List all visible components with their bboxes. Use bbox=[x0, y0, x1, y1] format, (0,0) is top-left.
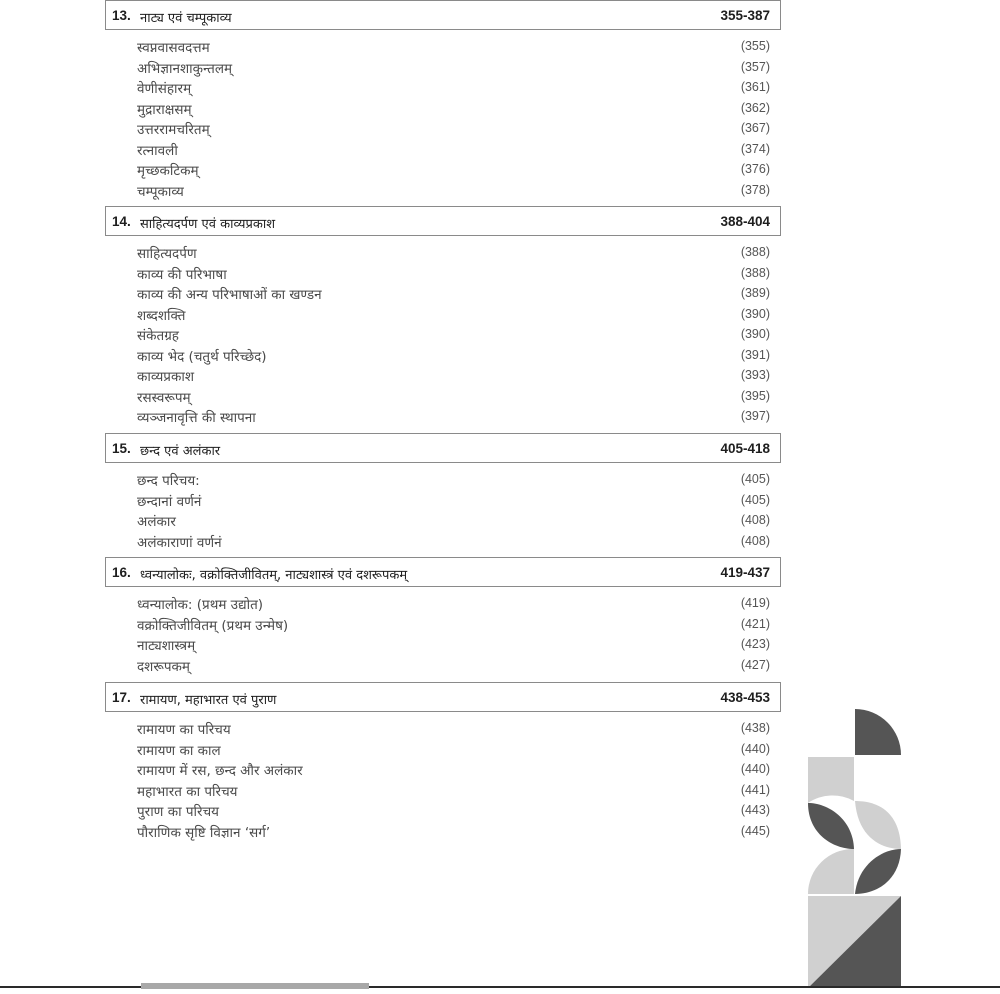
topic-entry bbox=[105, 759, 781, 780]
topic-title: छन्द परिचय: bbox=[137, 473, 200, 489]
chapter-heading bbox=[105, 557, 781, 587]
topic-entry bbox=[105, 800, 781, 821]
chapter-number: 14. bbox=[112, 214, 131, 229]
topic-entry bbox=[105, 614, 781, 635]
topic-page: (376) bbox=[740, 162, 770, 176]
chapter-page-range: 388-404 bbox=[720, 214, 770, 229]
topic-page: (405) bbox=[740, 472, 770, 486]
topic-entry bbox=[105, 139, 781, 160]
topic-title: रामायण में रस, छन्द और अलंकार bbox=[137, 763, 303, 779]
topic-page: (378) bbox=[740, 182, 770, 197]
chapter-section bbox=[105, 0, 781, 200]
topic-page: (441) bbox=[740, 782, 770, 797]
topic-entry bbox=[105, 655, 781, 676]
light-shape-top bbox=[808, 757, 854, 803]
topic-title: वेणीसंहारम् bbox=[137, 81, 192, 97]
topic-page: (374) bbox=[740, 141, 770, 156]
topic-entry bbox=[105, 263, 781, 284]
topic-entry bbox=[105, 57, 781, 78]
chapter-section bbox=[105, 433, 781, 551]
topic-page: (390) bbox=[740, 306, 770, 321]
topic-entry bbox=[105, 821, 781, 842]
chapter-page-range: 419-437 bbox=[720, 565, 770, 580]
light-leaf bbox=[855, 801, 901, 849]
topic-title: दशरूपकम् bbox=[137, 658, 190, 675]
topic-entry bbox=[105, 365, 781, 386]
topic-page: (388) bbox=[740, 245, 770, 259]
topic-title: महाभारत का परिचय bbox=[137, 783, 238, 800]
chapter-page-range: 438-453 bbox=[720, 690, 770, 705]
topic-entry bbox=[105, 718, 781, 739]
topic-title: पुराण का परिचय bbox=[137, 804, 219, 820]
topic-entry bbox=[105, 386, 781, 407]
dark-quarter-circle bbox=[855, 709, 901, 755]
chapter-section bbox=[105, 682, 781, 841]
topic-entry bbox=[105, 531, 781, 552]
topic-page: (391) bbox=[740, 347, 770, 362]
dark-leaf-left bbox=[808, 803, 854, 849]
chapter-page-range: 405-418 bbox=[720, 441, 770, 456]
topic-title: स्वप्नवासवदत्तम bbox=[137, 40, 210, 56]
topic-entry bbox=[105, 159, 781, 180]
topic-page: (440) bbox=[740, 741, 770, 756]
topic-entry bbox=[105, 780, 781, 801]
topic-title: संकेतग्रह bbox=[137, 328, 179, 344]
chapter-number: 15. bbox=[112, 441, 131, 456]
topic-page: (362) bbox=[740, 100, 770, 115]
chapter-title: छन्द एवं अलंकार bbox=[140, 444, 221, 459]
topic-list bbox=[105, 712, 781, 841]
chapter-heading bbox=[105, 0, 781, 30]
topic-page: (408) bbox=[740, 513, 770, 527]
topic-page: (389) bbox=[740, 286, 770, 300]
topic-page: (443) bbox=[740, 803, 770, 817]
topic-title: व्यञ्जनावृत्ति की स्थापना bbox=[137, 410, 256, 426]
topic-title: शब्दशक्ति bbox=[137, 307, 186, 324]
chapter-heading bbox=[105, 682, 781, 712]
topic-title: अभिज्ञानशाकुन्तलम् bbox=[137, 60, 233, 77]
topic-title: मृच्छकटिकम् bbox=[137, 163, 199, 179]
topic-title: अलंकाराणां वर्णनं bbox=[137, 534, 222, 551]
topic-list bbox=[105, 587, 781, 675]
decorative-geometric-art bbox=[808, 709, 901, 988]
topic-title: पौराणिक सृष्टि विज्ञान ‘सर्ग’ bbox=[137, 824, 271, 841]
topic-page: (438) bbox=[740, 721, 770, 735]
topic-title: साहित्यदर्पण bbox=[137, 246, 197, 262]
chapter-number: 16. bbox=[112, 565, 131, 580]
topic-page: (367) bbox=[740, 121, 770, 135]
topic-page: (395) bbox=[740, 388, 770, 403]
topic-title: छन्दानां वर्णनं bbox=[137, 493, 202, 510]
topic-page: (405) bbox=[740, 492, 770, 507]
chapter-title: नाट्य एवं चम्पूकाव्य bbox=[140, 11, 232, 26]
topic-title: चम्पूकाव्य bbox=[137, 183, 184, 200]
topic-page: (421) bbox=[740, 616, 770, 631]
chapter-number: 17. bbox=[112, 690, 131, 705]
topic-entry bbox=[105, 490, 781, 511]
topic-page: (423) bbox=[740, 637, 770, 651]
chapter-heading bbox=[105, 433, 781, 463]
topic-entry bbox=[105, 242, 781, 263]
light-half-circle bbox=[808, 849, 854, 894]
topic-page: (440) bbox=[740, 762, 770, 776]
topic-list bbox=[105, 236, 781, 427]
topic-page: (357) bbox=[740, 59, 770, 74]
topic-title: नाट्यशास्त्रम् bbox=[137, 638, 196, 654]
topic-entry bbox=[105, 98, 781, 119]
topic-entry bbox=[105, 180, 781, 201]
topic-title: मुद्राराक्षसम् bbox=[137, 101, 192, 118]
topic-title: काव्य की परिभाषा bbox=[137, 266, 227, 283]
chapter-title: ध्वन्यालोकः, वक्रोक्तिजीवितम्, नाट्यशास्त्रं एवं दशरूपकम् bbox=[140, 568, 408, 583]
topic-entry bbox=[105, 324, 781, 345]
topic-entry bbox=[105, 304, 781, 325]
topic-title: अलंकार bbox=[137, 514, 176, 530]
topic-title: वक्रोक्तिजीवितम् (प्रथम उन्मेष) bbox=[137, 617, 289, 634]
topic-entry bbox=[105, 36, 781, 57]
topic-list bbox=[105, 30, 781, 200]
topic-page: (445) bbox=[740, 823, 770, 838]
topic-title: ध्वन्यालोक: (प्रथम उद्योत) bbox=[137, 597, 264, 613]
topic-entry bbox=[105, 283, 781, 304]
chapter-section bbox=[105, 557, 781, 675]
topic-page: (408) bbox=[740, 533, 770, 548]
chapter-section bbox=[105, 206, 781, 427]
topic-title: रामायण का परिचय bbox=[137, 722, 231, 738]
chapter-number: 13. bbox=[112, 8, 131, 23]
topic-page: (390) bbox=[740, 327, 770, 341]
topic-entry bbox=[105, 593, 781, 614]
chapter-page-range: 355-387 bbox=[720, 8, 770, 23]
topic-entry bbox=[105, 118, 781, 139]
topic-title: काव्यप्रकाश bbox=[137, 369, 195, 385]
topic-entry bbox=[105, 510, 781, 531]
topic-page: (388) bbox=[740, 265, 770, 280]
topic-entry bbox=[105, 634, 781, 655]
topic-page: (427) bbox=[740, 657, 770, 672]
topic-entry bbox=[105, 739, 781, 760]
topic-title: रामायण का काल bbox=[137, 742, 221, 759]
chapter-title: रामायण, महाभारत एवं पुराण bbox=[140, 693, 277, 708]
bottom-accent-bar bbox=[141, 983, 369, 989]
topic-title: रसस्वरूपम् bbox=[137, 389, 191, 406]
topic-title: उत्तररामचरितम् bbox=[137, 122, 210, 138]
topic-page: (361) bbox=[740, 80, 770, 94]
topic-entry bbox=[105, 345, 781, 366]
topic-title: रत्नावली bbox=[137, 142, 178, 159]
chapter-title: साहित्यदर्पण एवं काव्यप्रकाश bbox=[140, 217, 276, 232]
topic-page: (393) bbox=[740, 368, 770, 382]
topic-list bbox=[105, 463, 781, 551]
topic-page: (355) bbox=[740, 39, 770, 53]
topic-page: (397) bbox=[740, 409, 770, 423]
topic-entry bbox=[105, 406, 781, 427]
topic-page: (419) bbox=[740, 596, 770, 610]
topic-entry bbox=[105, 469, 781, 490]
chapter-heading bbox=[105, 206, 781, 236]
topic-title: काव्य की अन्य परिभाषाओं का खण्डन bbox=[137, 287, 322, 303]
dark-leaf-right bbox=[855, 849, 901, 894]
topic-entry bbox=[105, 77, 781, 98]
topic-title: काव्य भेद (चतुर्थ परिच्छेद) bbox=[137, 348, 267, 365]
